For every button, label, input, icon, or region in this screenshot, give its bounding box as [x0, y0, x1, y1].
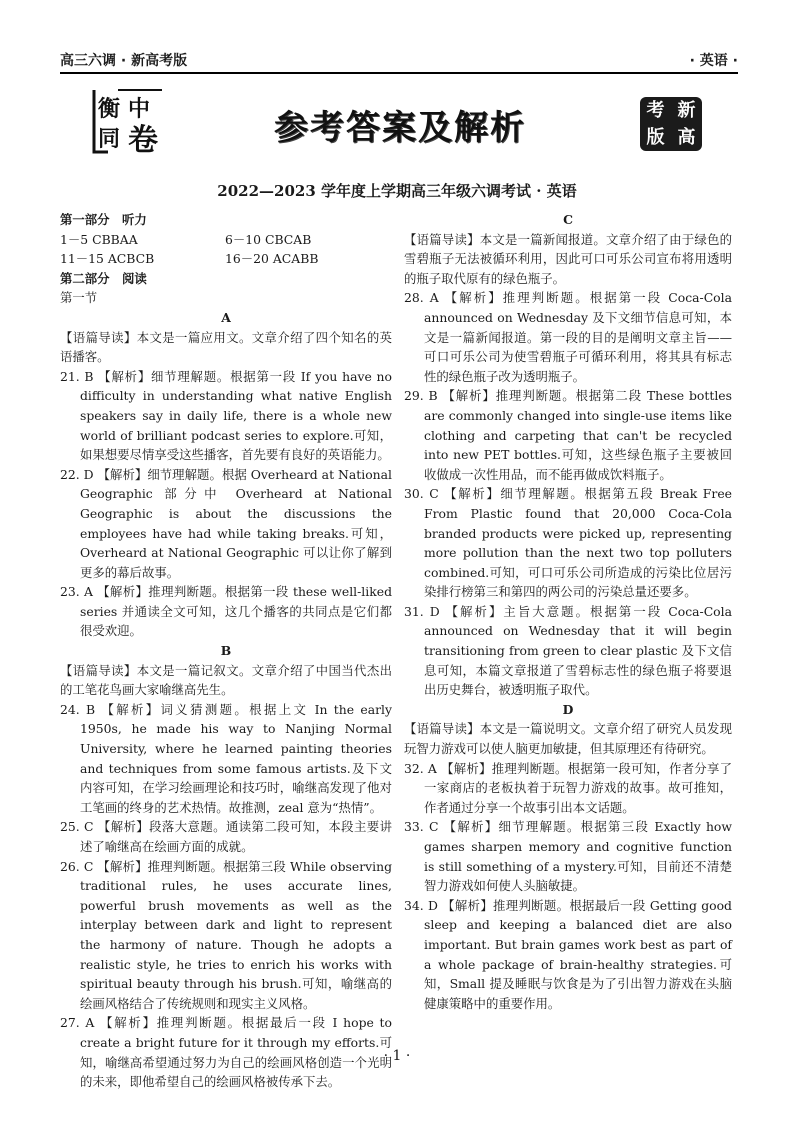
answer-25: 25. C 【解析】段落大意题。通读第二段可知，本段主要讲述了喻继高在绘画方面的成就。	[60, 819, 392, 854]
hengzhong-logo-svg	[88, 86, 168, 156]
passage-a-heading: A	[221, 309, 231, 325]
part2-heading: 第二部分 阅读	[60, 270, 147, 286]
passage-d-intro: 【语篇导读】本文是一篇说明文。文章介绍了研究人员发现玩智力游戏可以使人脑更加敏捷，但其原理还有待研究。	[404, 721, 732, 757]
answer-21: 21. B 【解析】细节理解题。根据第一段 If you have no difficulty in understanding what native English speakers say in daily life, there is a whole new world of brilliant podcast series to explore.可知，如果想要尽情享受这些播客，首先要有良好的英语能力。	[60, 368, 392, 463]
stamp-char-1: 考	[646, 100, 665, 121]
passage-b-intro: 【语篇导读】本文是一篇记叙文。文章介绍了中国当代杰出的工笔花鸟画大家喻继高先生。	[60, 662, 392, 698]
logo-char-3: 同	[98, 126, 121, 152]
answer-29: 29. B 【解析】推理判断题。根据第二段 These bottles are commonly changed into single-use items like clothing and carpeting that can't be recycled into new PET bottles.可知，这些绿色瓶子主要被回收做成一次性用品，而不能再做成饮料瓶子。	[404, 388, 732, 482]
answer-23: 23. A 【解析】推理判断题。根据第一段 these well-liked series 并通读全文可知，这几个播客的共同点是它们都很受欢迎。	[60, 584, 392, 639]
running-header	[60, 50, 738, 74]
answer-33: 33. C 【解析】细节理解题。根据第三段 Exactly how games sharpen memory and cognitive function is still something of a mystery.可知，目前还不清楚智力游戏如何使人头脑敏捷。	[404, 819, 732, 894]
header-right-text: · 英语 ·	[689, 53, 738, 69]
banner-title: 参考答案及解析	[274, 108, 526, 148]
stamp-char-3: 版	[646, 127, 665, 148]
header-left-text: 高三六调 · 新高考版	[60, 53, 188, 69]
answer-31: 31. D 【解析】主旨大意题。根据第一段 Coca-Cola announced on Wednesday that it will begin transitioning from green to clear plastic 及下文信息可知，本篇文章报道了雪碧标志性的绿色瓶子将要退出历史舞台，被透明瓶子取代。	[404, 603, 732, 698]
answer-range: 11－15 ACBCB	[60, 251, 155, 267]
passage-c-heading: C	[563, 212, 573, 227]
part1-heading: 第一部分 听力	[60, 212, 147, 227]
passage-c-intro: 【语篇导读】本文是一篇新闻报道。文章介绍了由于绿色的雪碧瓶子无法被循环利用，因此可口可乐公司宣布将用透明的瓶子取代原有的绿色瓶子。	[404, 231, 732, 286]
hengzhong-logo	[88, 86, 168, 156]
answer-range: 16－20 ACABB	[225, 251, 319, 267]
section1-heading: 第一节	[60, 290, 98, 306]
logo-char-2: 中	[128, 96, 151, 122]
answer-32: 32. A 【解析】推理判断题。根据第一段可知，作者分享了一家商店的老板执着于玩智力游戏的故事。故可推知，作者通过分享一个故事引出本文话题。	[404, 760, 732, 815]
answer-24: 24. B 【解析】词义猜测题。根据上文 In the early 1950s, he made his way to Nanjing Normal University, where he learned painting theories and techniques from some famous artists.及下文内容可知，在学习绘画理论和技巧时，喻继高发现了他对工笔画的终身的艺术热情。故推测，zeal 意为“热情”。	[60, 701, 392, 815]
document-title: 2022—2023 学年度上学期高三年级六调考试 · 英语	[217, 182, 577, 200]
passage-d-heading: D	[562, 701, 574, 717]
logo-char-4: 卷	[128, 123, 158, 156]
answer-22: 22. D 【解析】细节理解题。根据 Overheard at National Geographic 部分中 Overheard at National Geographic is about the discussions the employees have had while taking breaks.可知，Overheard at National Geographic 可以让你了解到更多的幕后故事。	[60, 466, 392, 580]
answer-26: 26. C 【解析】推理判断题。根据第三段 While observing traditional rules, he uses accurate lines, powerful brush movements as well as the interplay between dark and light to represent the harmony of nature. Though he adopts a realistic style, he tries to enrich his works with spiritual beauty through his brush.可知，喻继高的绘画风格结合了传统规则和现实主义风格。	[60, 858, 392, 1011]
answer-28: 28. A 【解析】推理判断题。根据第一段 Coca-Cola announced on Wednesday 及下文细节信息可知，本文是一篇新闻报道。第一段的目的是阐明文章主旨——可口可乐公司为使雪碧瓶子可循环利用，将其具有标志性的绿色瓶子改为透明瓶子。	[404, 290, 732, 384]
stamp-char-2: 新	[677, 100, 696, 121]
stamp-char-4: 高	[677, 127, 696, 148]
left-column	[60, 210, 392, 1092]
answer-34: 34. D 【解析】推理判断题。根据最后一段 Getting good sleep and keeping a balanced diet are also important. But brain games work best as part of a whole package of brain-healthy strategies.可知，Small 提及睡眠与饮食是为了引出智力游戏在头脑健康策略中的重要作用。	[404, 897, 732, 1011]
page-number: · 1 ·	[383, 1048, 411, 1064]
answer-30: 30. C 【解析】细节理解题。根据第五段 Break Free From Plastic found that 20,000 Coca-Cola branded products were picked up, representing more pollution than the next two top polluters combined.可知，可口可乐公司所造成的污染比位居污染排行榜第三和第四的两公司的污染总量还要多。	[404, 486, 732, 600]
new-gaokao-stamp	[640, 97, 702, 151]
listening-answers	[60, 230, 392, 269]
answer-range: 1－5 CBBAA	[60, 231, 138, 247]
passage-a-intro: 【语篇导读】本文是一篇应用文。文章介绍了四个知名的英语播客。	[60, 329, 392, 365]
answer-27: 27. A 【解析】推理判断题。根据最后一段 I hope to create a bright future for it through my efforts.可知，喻继高希望通过努力为自己的绘画风格创造一个光明的未来，即他希望自己的绘画风格被传承下去。	[60, 1015, 392, 1090]
logo-char-1: 衡	[98, 96, 121, 122]
passage-b-heading: B	[220, 643, 232, 659]
answer-range: 6－10 CBCAB	[225, 231, 312, 247]
right-column	[404, 210, 732, 1013]
